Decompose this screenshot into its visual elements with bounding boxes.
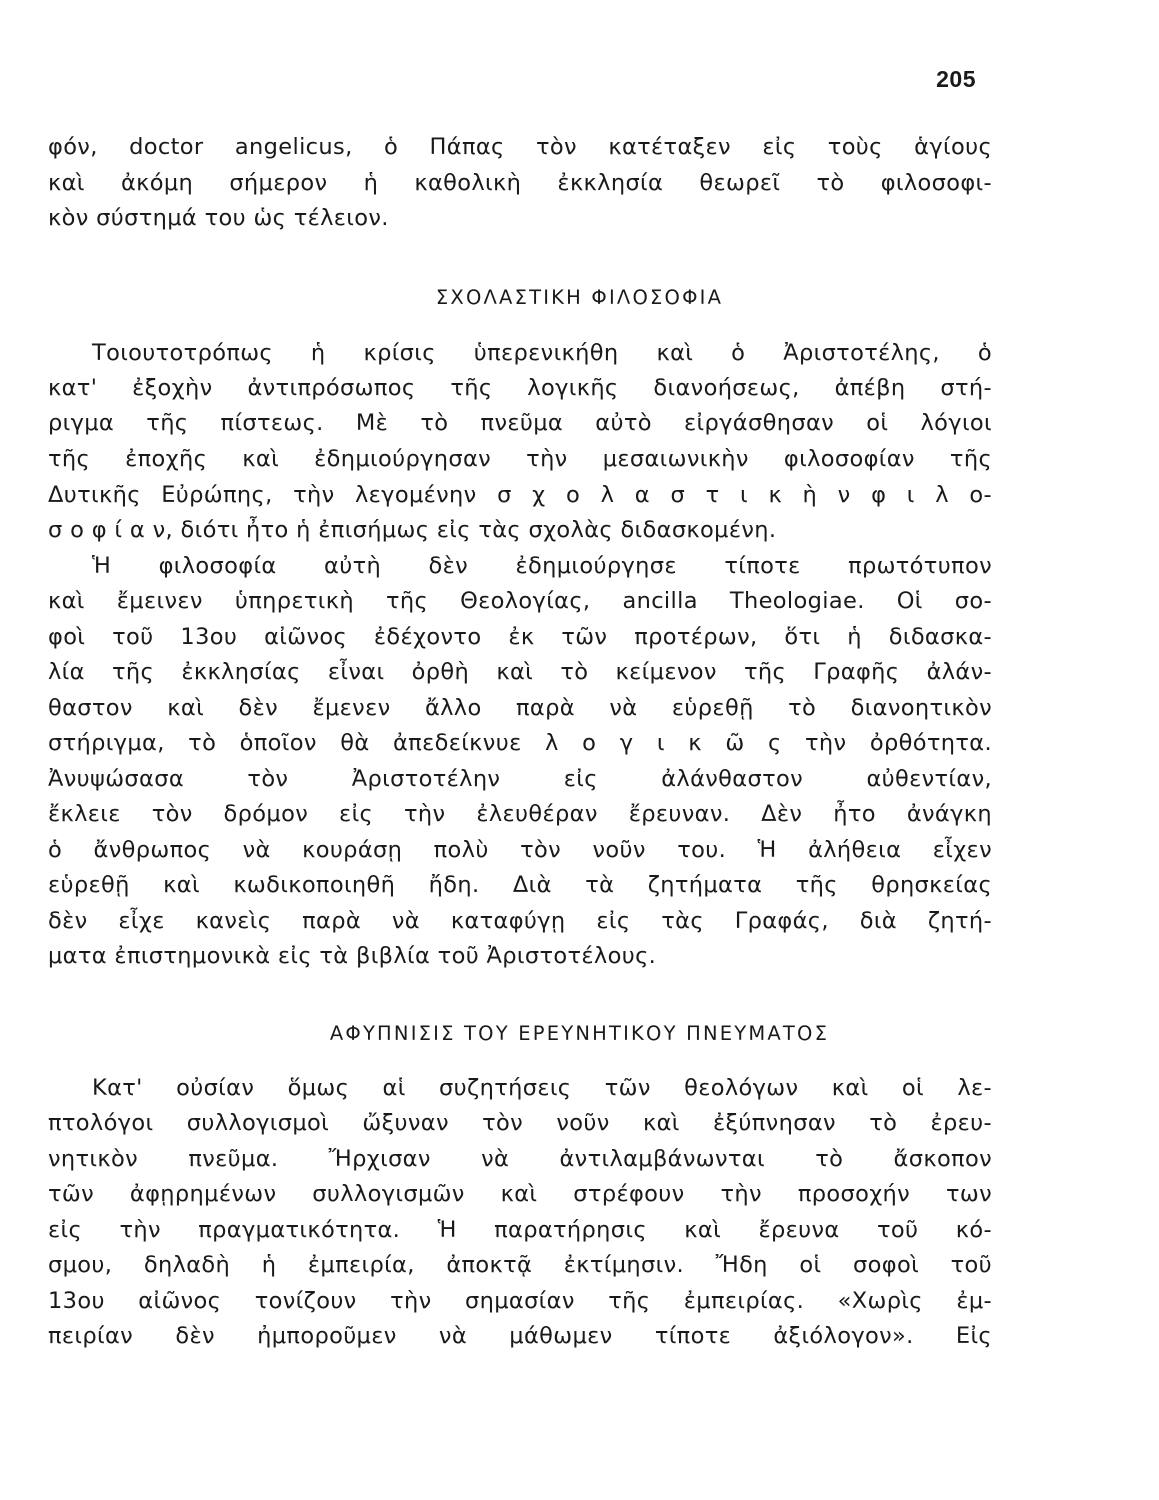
text-line: Ἡ φιλοσοφία αὐτὴ δὲν ἐδημιούργησε τίποτε πρωτότυπον: [92, 553, 992, 579]
text-line: ἔκλειε τὸν δρόμον εἰς τὴν ἐλευθέραν ἔρευναν. Δὲν ἦτο ἀνάγκη: [48, 801, 992, 827]
text-line: πειρίαν δὲν ἠμποροῦμεν νὰ μάθωμεν τίποτε ἀξιόλογον». Εἰς: [48, 1323, 992, 1349]
text-line: πτολόγοι συλλογισμοὶ ὤξυναν τὸν νοῦν καὶ ἐξύπνησαν τὸ ἐρευ-: [48, 1110, 992, 1136]
text-line: στήριγμα, τὸ ὁποῖον θὰ ἀπεδείκνυε λ ο γ ι κ ῶ ς τὴν ὀρθότητα.: [48, 730, 992, 756]
text-line: ριγμα τῆς πίστεως. Μὲ τὸ πνεῦμα αὐτὸ εἰργάσθησαν οἱ λόγιοι: [48, 410, 992, 436]
text-line: θαστον καὶ δὲν ἔμενεν ἄλλο παρὰ νὰ εὑρεθῇ τὸ διανοητικὸν: [48, 695, 992, 721]
text-line: κατ' ἐξοχὴν ἀντιπρόσωπος τῆς λογικῆς διανοήσεως, ἀπέβη στή-: [48, 375, 992, 401]
text-line: Τοιουτοτρόπως ἡ κρίσις ὑπερενικήθη καὶ ὁ Ἀριστοτέλης, ὁ: [92, 340, 992, 366]
text-line: ματα ἐπιστημονικὰ εἰς τὰ βιβλία τοῦ Ἀριστοτέλους.: [48, 943, 657, 969]
text-line: ὁ ἄνθρωπος νὰ κουράσῃ πολὺ τὸν νοῦν του. Ἡ ἀλήθεια εἶχεν: [48, 837, 992, 863]
text-line: εἰς τὴν πραγματικότητα. Ἡ παρατήρησις καὶ ἔρευνα τοῦ κό-: [48, 1217, 992, 1243]
text-line: κὸν σύστημά του ὡς τέλειον.: [48, 205, 389, 231]
text-line: Ἀνυψώσασα τὸν Ἀριστοτέλην εἰς ἀλάνθαστον αὐθεντίαν,: [48, 766, 992, 792]
text-line: σ ο φ ί α ν, διότι ἦτο ἡ ἐπισήμως εἰς τὰς σχολὰς διδασκομένη.: [48, 517, 777, 543]
page-number: 205: [936, 66, 976, 92]
text-line: λία τῆς ἐκκλησίας εἶναι ὀρθὴ καὶ τὸ κείμενον τῆς Γραφῆς ἀλάν-: [48, 659, 992, 685]
text-line: εὑρεθῇ καὶ κωδικοποιηθῆ ἤδη. Διὰ τὰ ζητήματα τῆς θρησκείας: [48, 872, 992, 898]
text-line: δὲν εἶχε κανεὶς παρὰ νὰ καταφύγῃ εἰς τὰς Γραφάς, διὰ ζητή-: [48, 908, 992, 934]
text-line: φόν, doctor angelicus, ὁ Πάπας τὸν κατέταξεν εἰς τοὺς ἁγίους: [48, 134, 992, 160]
text-line: φοὶ τοῦ 13ου αἰῶνος ἐδέχοντο ἐκ τῶν προτέρων, ὅτι ἡ διδασκα-: [48, 624, 992, 650]
text-line: Δυτικῆς Εὐρώπης, τὴν λεγομένην σ χ ο λ α σ τ ι κ ὴ ν φ ι λ ο-: [48, 482, 992, 508]
text-line: τῆς ἐποχῆς καὶ ἐδημιούργησαν τὴν μεσαιωνικὴν φιλοσοφίαν τῆς: [48, 446, 992, 472]
section-heading: ΣΧΟΛΑΣΤΙΚΗ ΦΙΛΟΣΟΦΙΑ: [435, 286, 724, 309]
text-line: καὶ ἀκόμη σήμερον ἡ καθολικὴ ἐκκλησία θεωρεῖ τὸ φιλοσοφι-: [48, 170, 992, 196]
text-line: τῶν ἀφῃρημένων συλλογισμῶν καὶ στρέφουν τὴν προσοχήν των: [48, 1181, 992, 1207]
section-heading: ΑΦΥΠΝΙΣΙΣ ΤΟΥ ΕΡΕΥΝΗΤΙΚΟΥ ΠΝΕΥΜΑΤΟΣ: [329, 1022, 830, 1045]
text-line: νητικὸν πνεῦμα. Ἤρχισαν νὰ ἀντιλαμβάνωνται τὸ ἄσκοπον: [48, 1146, 992, 1172]
text-line: 13ου αἰῶνος τονίζουν τὴν σημασίαν τῆς ἐμπειρίας. «Χωρὶς ἐμ-: [48, 1288, 992, 1314]
text-line: Κατ' οὐσίαν ὅμως αἱ συζητήσεις τῶν θεολόγων καὶ οἱ λε-: [92, 1075, 992, 1101]
text-line: καὶ ἔμεινεν ὑπηρετικὴ τῆς Θεολογίας, ancilla Theologiae. Οἱ σο-: [48, 588, 992, 614]
text-line: σμου, δηλαδὴ ἡ ἐμπειρία, ἀποκτᾷ ἐκτίμησιν. Ἤδη οἱ σοφοὶ τοῦ: [48, 1252, 992, 1278]
